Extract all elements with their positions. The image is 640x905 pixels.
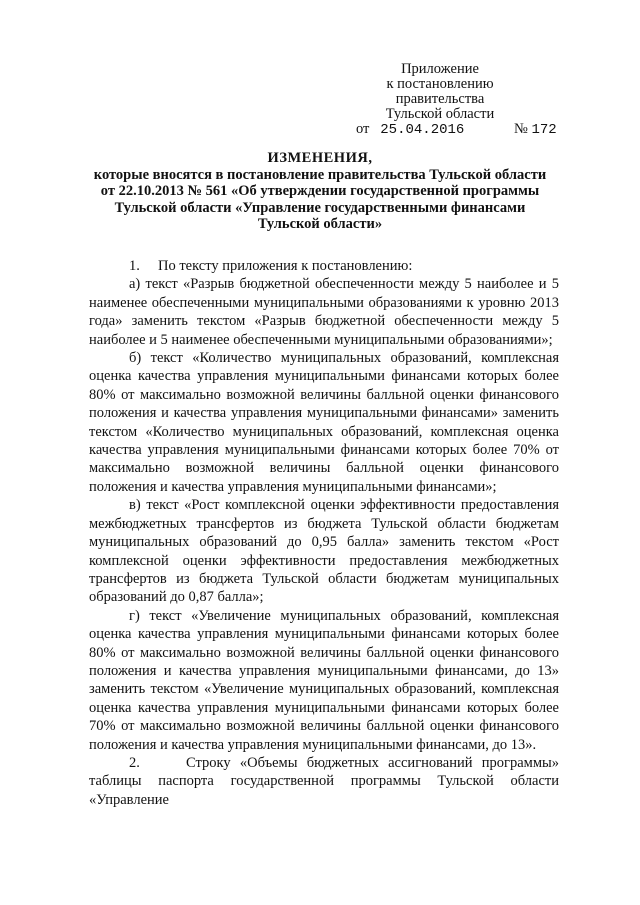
paragraph-1: 1. По тексту приложения к постановлению: [129,258,413,274]
paragraph-item-a: а) текст «Разрыв бюджетной обеспеченности между 5 наиболее и 5 наименее обеспеченными муниципальными образованиями к уровню 2013 года» заменить текстом «Разрыв бюджетной обеспеченности между 5 наиболее и 5 наименее обеспеченными муниципальными образованиями»; [89,276,559,348]
date-number-line [356,121,576,138]
appendix-block [350,62,530,122]
number-value: 172 [531,122,557,138]
title-line-1: которые вносятся в постановление правительства Тульской области [93,166,547,183]
appendix-line-2: к постановлению правительства [386,76,494,107]
number-block [514,121,557,138]
title-line-4: Тульской области» [257,216,383,232]
paragraph-item-g: г) текст «Увеличение муниципальных образований, комплексная оценка качества управления муниципальными финансами которых более 80% от максимально возможной величины балльной оценки финансового положения и качества управления муниципальными финансами, до 13» заменить текстом «Увеличение муниципальных образований, комплексная оценка качества управления муниципальными финансами которых более 70% от максимально возможной величины балльной оценки финансового положения и качества управления муниципальными финансами, до 13». [89,607,559,753]
paragraph-2: 2. Строку «Объемы бюджетных ассигнований программы» таблицы паспорта государственной программы Тульской области «Управление [89,754,559,808]
number-prefix: № [514,121,528,137]
title-heading: ИЗМЕНЕНИЯ, [267,150,373,166]
paragraph-item-v: в) текст «Рост комплексной оценки эффективности предоставления межбюджетных трансфертов из бюджета Тульской области бюджетам муниципальных образований до 0,95 балла» заменить текстом «Рост комплексной оценки эффективности предоставления межбюджетных трансфертов из бюджета Тульской области бюджетам муниципальных образований до 0,87 балла»; [89,497,559,606]
appendix-line-3: Тульской области [385,106,495,122]
document-body [89,257,559,809]
title-line-3: Тульской области «Управление государственными финансами [114,199,526,216]
paragraph-item-b: б) текст «Количество муниципальных образований, комплексная оценка качества управления муниципальными финансами которых более 80% от максимально возможной величины балльной оценки финансового положения и качества управления муниципальными финансами» заменить текстом «Количество муниципальных образований, комплексная оценка качества управления муниципальными финансами которых более 70% от максимально возможной величины балльной оценки финансового положения и качества управления муниципальными финансами»; [89,350,559,495]
appendix-line-1: Приложение [401,61,479,77]
document-title [80,150,560,233]
title-line-2: от 22.10.2013 № 561 «Об утверждении государственной программы [100,183,540,199]
date-prefix: от [356,121,370,137]
date-value: 25.04.2016 [380,122,465,138]
